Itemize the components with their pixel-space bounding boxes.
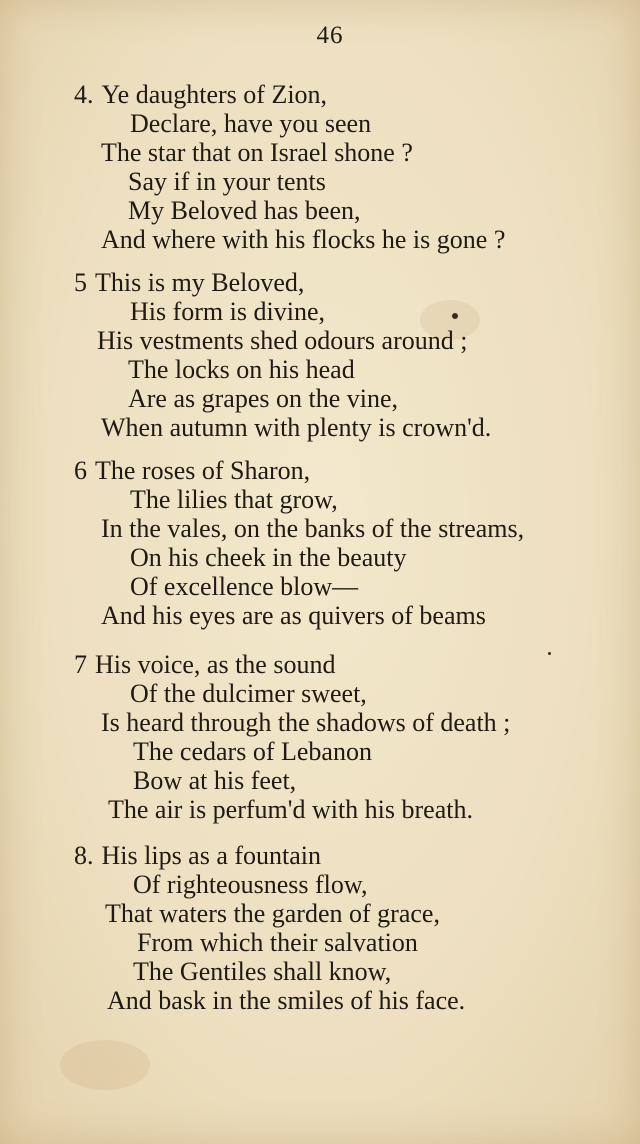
ink-speck — [452, 313, 458, 319]
stanza-line: Is heard through the shadows of death ; — [101, 708, 511, 737]
stanza-line: And his eyes are as quivers of beams — [101, 601, 486, 630]
stanza-line: The locks on his head — [128, 355, 355, 384]
stanza-line: His form is divine, — [130, 297, 325, 326]
stanza-number: 6 — [74, 456, 87, 485]
stanza-line — [74, 80, 327, 110]
stanza-line: The star that on Israel shone ? — [101, 138, 413, 167]
stanza-line: That waters the garden of grace, — [105, 899, 440, 928]
stanza-line: When autumn with plenty is crown'd. — [101, 413, 492, 442]
stanza-line: My Beloved has been, — [128, 196, 361, 225]
line-text: His lips as a fountain — [101, 841, 322, 870]
stanza-line: His vestments shed odours around ; — [97, 326, 468, 355]
stanza-line: In the vales, on the banks of the streams, — [101, 514, 525, 543]
stanza-line: Say if in your tents — [128, 167, 326, 196]
stanza-line — [74, 841, 321, 871]
stanza-line: The cedars of Lebanon — [133, 737, 372, 766]
stanza-line: And bask in the smiles of his face. — [107, 986, 466, 1015]
line-text: His voice, as the sound — [95, 650, 336, 679]
stanza-line: The Gentiles shall know, — [133, 957, 392, 986]
stanza-line: The lilies that grow, — [130, 485, 338, 514]
stanza-number: 5 — [74, 268, 87, 297]
stanza-line — [74, 650, 335, 680]
stanza-number: 8. — [74, 841, 94, 870]
stanza-line: Are as grapes on the vine, — [128, 384, 399, 413]
stanza-line: Of excellence blow— — [130, 572, 359, 601]
stanza-line: Of righteousness flow, — [133, 870, 368, 899]
stanza-line: Bow at his feet, — [133, 766, 297, 795]
stanza-line: And where with his flocks he is gone ? — [101, 225, 506, 254]
stanza-line — [74, 268, 304, 298]
stanza-line: From which their salvation — [137, 928, 418, 957]
page-number: 46 — [316, 22, 344, 49]
stanza-line: On his cheek in the beauty — [130, 543, 407, 572]
line-text: Ye daughters of Zion, — [101, 80, 328, 109]
foxing-stain — [60, 1040, 150, 1090]
stanza-line: The air is perfum'd with his breath. — [108, 795, 473, 824]
stanza-number: 4. — [74, 80, 94, 109]
stanza-number: 7 — [74, 650, 87, 679]
stanza-line: Of the dulcimer sweet, — [130, 679, 367, 708]
ink-speck — [548, 652, 551, 655]
stanza-line — [74, 456, 310, 486]
stanza-line: Declare, have you seen — [130, 109, 372, 138]
line-text: This is my Beloved, — [95, 268, 305, 297]
line-text: The roses of Sharon, — [95, 456, 311, 485]
